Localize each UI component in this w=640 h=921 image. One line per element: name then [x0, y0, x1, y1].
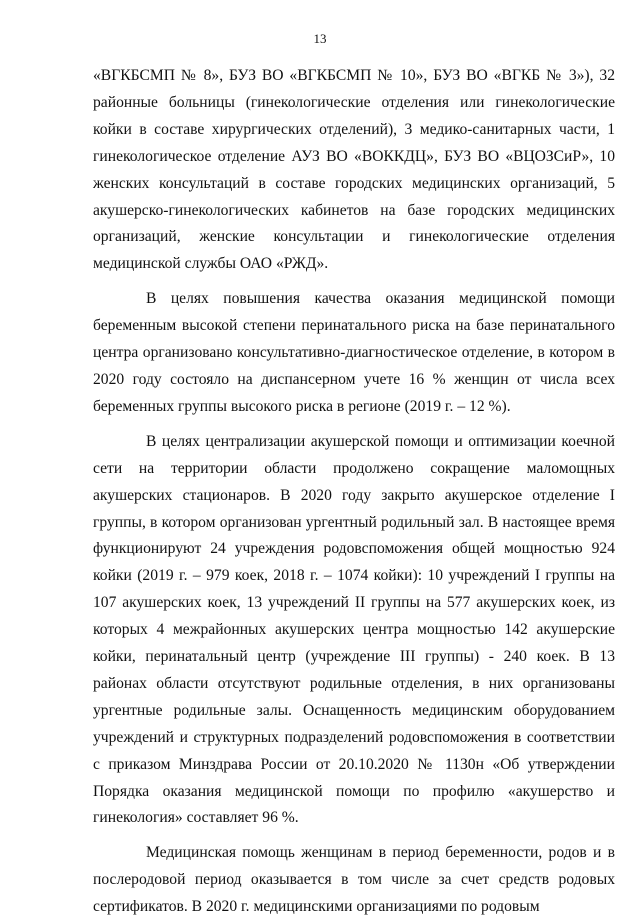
paragraph-continuation: «ВГКБСМП № 8», БУЗ ВО «ВГКБСМП № 10», БУЗ ВО «ВГКБ № 3»), 32 районные больницы (гинекологические отделения или гинекологические койки в составе хирургических отделений), 3 медико-санитарных части, 1 гинекологическое отделение АУЗ ВО «ВОККДЦ», БУЗ ВО «ВЦОЗСиР», 10 женских консультаций в составе городских медицинских организаций, 5 акушерско-гинекологических кабинетов на базе городских медицинских организаций, женские консультации и гинекологические отделения медицинской службы ОАО «РЖД». — [93, 67, 615, 273]
document-body — [93, 63, 615, 921]
paragraph-birth-certificates: Медицинская помощь женщинам в период беременности, родов и в послеродовой период оказывается в том числе за счет средств родовых сертификатов. В 2020 г. медицинскими организациями по родовым — [93, 844, 615, 916]
page-number: 13 — [313, 31, 327, 46]
paragraph-obstetric-centralization: В целях централизации акушерской помощи и оптимизации коечной сети на территории области продолжено сокращение маломощных акушерских стационаров. В 2020 году закрыто акушерское отделение I группы, в котором организован ургентный родильный зал. В настоящее время функционируют 24 учреждения родовспоможения общей мощностью 924 койки (2019 г. – 979 коек, 2018 г. – 1074 койки): 10 учреждений I группы на 107 акушерских коек, 13 учреждений II группы на 577 акушерских коек, из которых 4 межрайонных акушерских центра мощностью 142 акушерские койки, перинатальный центр (учреждение III группы) - 240 коек. В 13 районах области отсутствуют родильные отделения, в них организованы ургентные родильные залы. Оснащенность медицинским оборудованием учреждений и структурных подразделений родовспоможения в соответствии с приказом Минздрава России от 20.10.2020 № 1130н «Об утверждении Порядка оказания медицинской помощи по профилю «акушерство и гинекология» составляет 96 %. — [93, 432, 615, 827]
paragraph-perinatal-center: В целях повышения качества оказания медицинской помощи беременным высокой степени перинатального риска на базе перинатального центра организовано консультативно-диагностическое отделение, в котором в 2020 году состояло на диспансерном учете 16 % женщин от числа всех беременных группы высокого риска в регионе (2019 г. – 12 %). — [93, 290, 615, 415]
